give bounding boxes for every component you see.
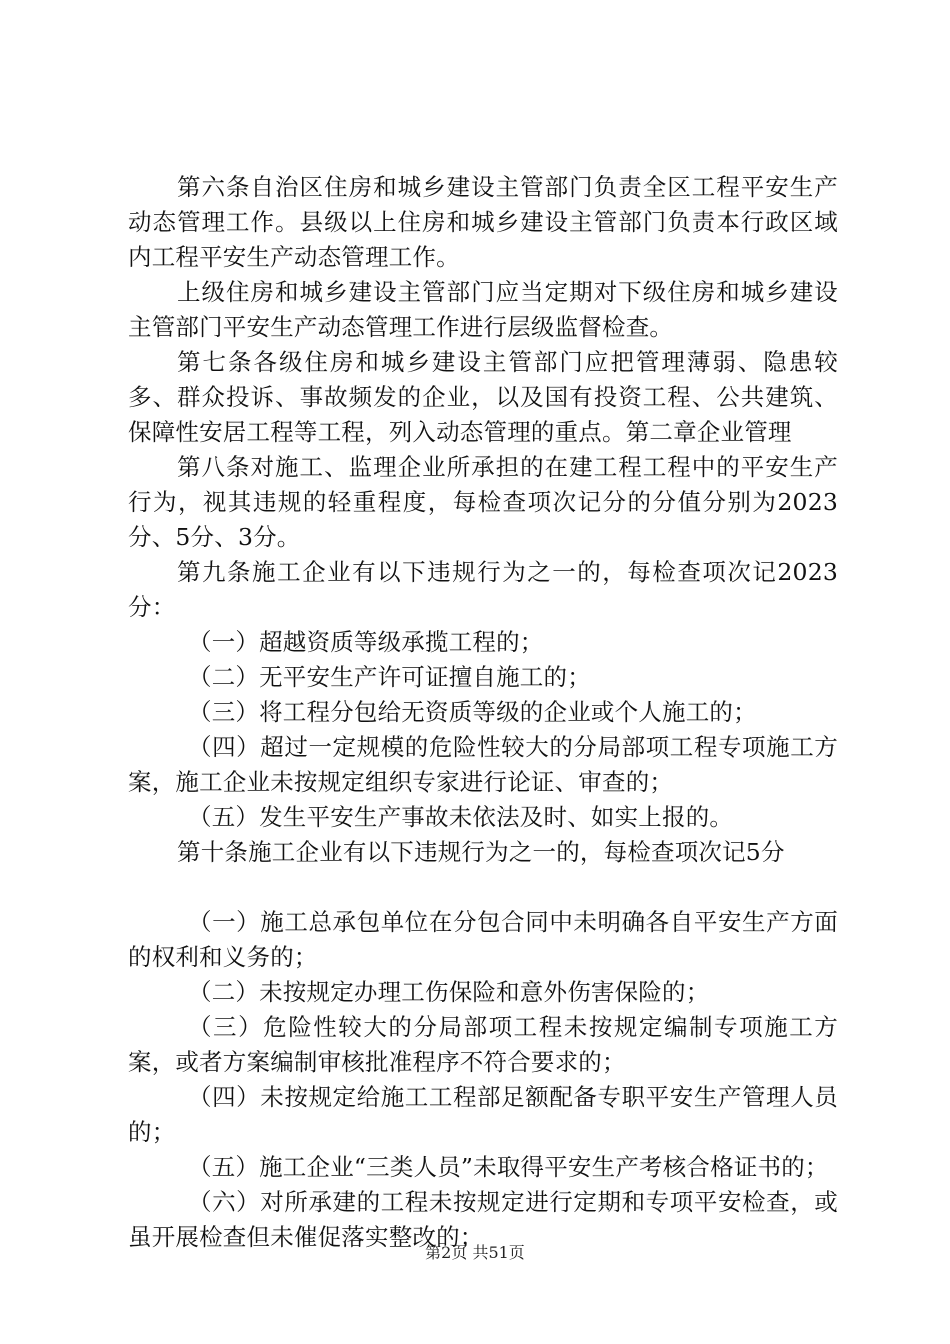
article-7: 第七条各级住房和城乡建设主管部门应把管理薄弱、隐患较多、群众投诉、事故频发的企业，以及国有投资工程、公共建筑、保障性安居工程等工程，列入动态管理的重点。第二章企业管理 xyxy=(128,348,838,446)
page-number-footer: 第2页 共51页 xyxy=(425,1243,525,1262)
article-9-item-2: （二）无平安生产许可证擅自施工的； xyxy=(188,663,591,691)
article-8: 第八条对施工、监理企业所承担的在建工程工程中的平安生产行为，视其违规的轻重程度，每检查项次记分的分值分别为2023分、5分、3分。 xyxy=(128,453,838,551)
article-10-item-1: （一）施工总承包单位在分包合同中未明确各自平安生产方面的权利和义务的； xyxy=(128,908,838,971)
article-10-item-3: （三）危险性较大的分局部项工程未按规定编制专项施工方案，或者方案编制审核批准程序不符合要求的； xyxy=(128,1013,838,1076)
article-6-paragraph-2: 上级住房和城乡建设主管部门应当定期对下级住房和城乡建设主管部门平安生产动态管理工作进行层级监督检查。 xyxy=(128,278,838,341)
article-9-item-4: （四）超过一定规模的危险性较大的分局部项工程专项施工方案，施工企业未按规定组织专家进行论证、审查的； xyxy=(128,733,838,796)
article-9-item-3: （三）将工程分包给无资质等级的企业或个人施工的； xyxy=(188,698,757,726)
document-body xyxy=(128,170,838,1255)
article-10-item-4: （四）未按规定给施工工程部足额配备专职平安生产管理人员的； xyxy=(128,1083,838,1146)
article-9-item-5: （五）发生平安生产事故未依法及时、如实上报的。 xyxy=(188,803,734,831)
article-10: 第十条施工企业有以下违规行为之一的，每检查项次记5分 xyxy=(177,838,785,866)
article-9-item-1: （一）超越资质等级承揽工程的； xyxy=(188,628,544,656)
blank-line xyxy=(128,870,838,905)
article-10-item-6: （六）对所承建的工程未按规定进行定期和专项平安检查，或虽开展检查但未催促落实整改的； xyxy=(128,1188,838,1251)
article-10-item-2: （二）未按规定办理工伤保险和意外伤害保险的； xyxy=(188,978,710,1006)
article-6: 第六条自治区住房和城乡建设主管部门负责全区工程平安生产动态管理工作。县级以上住房和城乡建设主管部门负责本行政区域内工程平安生产动态管理工作。 xyxy=(128,173,838,271)
article-9: 第九条施工企业有以下违规行为之一的，每检查项次记2023分： xyxy=(128,558,838,621)
article-10-item-5: （五）施工企业“三类人员”未取得平安生产考核合格证书的； xyxy=(188,1153,829,1181)
